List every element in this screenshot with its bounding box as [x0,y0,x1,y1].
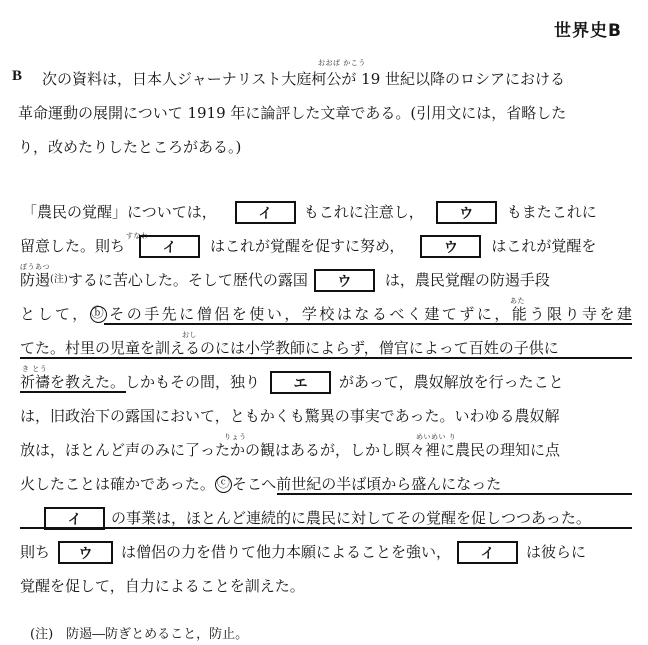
blank-e: エ [270,371,331,394]
footnote: (注) 防遏―防ぎとめること，防止。 [30,627,249,642]
passage-line-7: は，旧政治下の露国において，ともかくも驚異の事実であった。いわゆる農奴解 [20,407,560,425]
underline-c-2 [20,527,632,529]
question-label: B [12,68,23,84]
ruby-boatsu: ぼうあつ [20,263,50,271]
blank-i: イ [235,201,296,224]
passage-line-11: 則ち ウ は僧侶の力を借りて他力本願によることを強い， イ は彼らに [20,534,632,568]
intro-line-3: り，改めたりしたところがある。) [18,138,242,156]
ruby-ata: あた [510,297,525,305]
intro-line-2: 革命運動の展開について 1919 年に論評した文章である。(引用文には，省略した [18,104,567,122]
underline-b-3 [20,391,126,393]
subject-title: 世界史B [554,21,622,41]
passage-line-10: イ の事業は，ほとんど連続的に農民に対してその覚醒を促しつつあった。 [20,500,632,534]
ruby-oshi: おし [182,331,197,339]
underline-b-2 [20,357,632,359]
passage-line-4: として，ⓑ その手先に僧侶を使い，学校はなるべく建てずに，能う限り寺を建 [20,305,632,323]
ruby-kitou: き とう [22,365,48,373]
marker-c: ⓒ [216,475,230,491]
passage-line-8: 放は，ほとんど声のみに了ったかの観はあるが，しかし瞑々裡に農民の理知に点 [20,441,561,459]
ruby-sunawachi: すなわ [126,232,149,240]
blank-i: イ [139,235,200,258]
passage-line-12: 覚醒を促して，自力によることを訓えた。 [20,577,305,595]
passage-line-2: 留意した。則ち イ はこれが覚醒を促すに努め， ウ はこれが覚醒を [20,228,632,262]
passage-line-6: 祈禱を教えた。しかもその間，独り エ があって，農奴解放を行ったこと [20,364,632,398]
marker-b: ⓑ [90,306,107,323]
ruby-ryou: りょう [224,433,247,441]
blank-u: ウ [314,269,375,292]
passage-line-1: 「農民の覚醒」については， イ もこれに注意し， ウ もまたこれに [22,194,632,228]
ruby-ohba-kakou: おおば かこう [318,59,366,67]
blank-i: イ [457,541,518,564]
note-mark: (注) [50,274,68,285]
blank-i: イ [44,507,105,530]
intro-line-1: 次の資料は，日本人ジャーナリスト大庭柯公が 19 世紀以降のロシアにおける [42,70,566,88]
ruby-meimeiri: めいめい り [416,433,457,441]
underline-b-1 [104,323,632,325]
passage-line-3: 防遏(注)するに苦心した。そして歴代の露国 ウ は，農民覚醒の防遏手段 [20,262,632,296]
blank-u: ウ [58,541,113,564]
passage-line-9: 火したことは確かであった。 ⓒ そこへ前世紀の半ば頃から盛んになった [20,475,502,493]
passage-line-5: てた。村里の児童を訓えるのには小学教師によらず，僧官によって百姓の子供に [20,339,559,357]
blank-u: ウ [420,235,481,258]
blank-u: ウ [436,201,497,224]
underline-c-1 [277,493,632,495]
